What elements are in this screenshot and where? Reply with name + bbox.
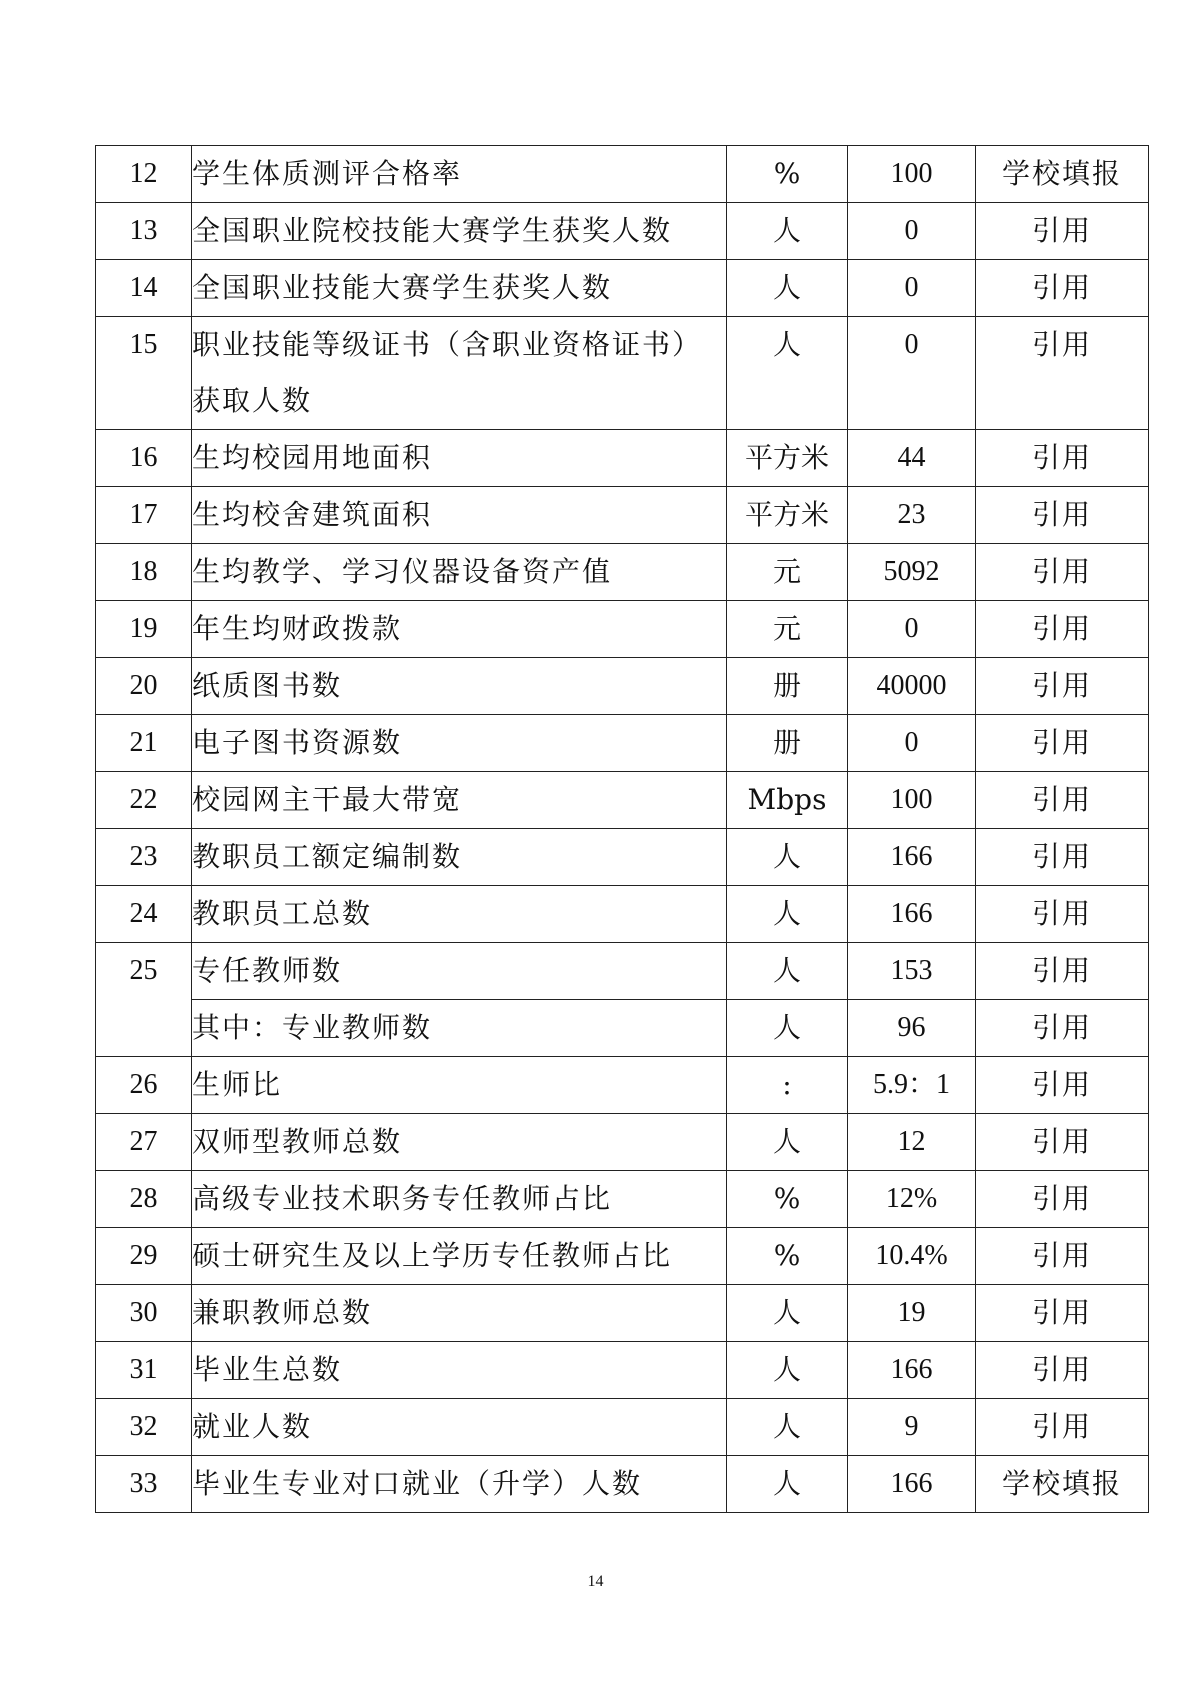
value-cell: 0 xyxy=(848,203,976,260)
value-cell: 12 xyxy=(848,1114,976,1171)
table-row xyxy=(96,487,1149,544)
value-cell: 44 xyxy=(848,430,976,487)
source-cell: 引用 xyxy=(976,430,1149,487)
indicator-name: 就业人数 xyxy=(192,1399,727,1456)
row-number: 23 xyxy=(96,829,192,886)
source-cell: 学校填报 xyxy=(976,1456,1149,1513)
table-row xyxy=(96,1171,1149,1228)
unit-cell: 人 xyxy=(727,886,848,943)
table-row xyxy=(96,1399,1149,1456)
row-number: 21 xyxy=(96,715,192,772)
table-row xyxy=(96,886,1149,943)
table-row xyxy=(96,1456,1149,1513)
source-cell: 引用 xyxy=(976,1285,1149,1342)
row-number: 29 xyxy=(96,1228,192,1285)
table-row xyxy=(96,1285,1149,1342)
unit-cell: 元 xyxy=(727,601,848,658)
indicator-name: 教职员工额定编制数 xyxy=(192,829,727,886)
table-row xyxy=(96,203,1149,260)
source-cell: 引用 xyxy=(976,601,1149,658)
row-number: 24 xyxy=(96,886,192,943)
unit-cell: 人 xyxy=(727,1456,848,1513)
table-row xyxy=(96,430,1149,487)
row-number: 27 xyxy=(96,1114,192,1171)
source-cell: 引用 xyxy=(976,886,1149,943)
value-cell: 5092 xyxy=(848,544,976,601)
indicator-name xyxy=(192,317,727,430)
unit-cell: % xyxy=(727,1171,848,1228)
table-row xyxy=(96,772,1149,829)
indicator-name: 专任教师数 xyxy=(192,943,727,1000)
value-cell: 166 xyxy=(848,1342,976,1399)
unit-cell: 平方米 xyxy=(727,430,848,487)
indicator-name: 毕业生总数 xyxy=(192,1342,727,1399)
source-cell: 引用 xyxy=(976,1228,1149,1285)
row-number: 17 xyxy=(96,487,192,544)
source-cell: 引用 xyxy=(976,715,1149,772)
table-row xyxy=(96,658,1149,715)
table-row xyxy=(96,601,1149,658)
indicator-name: 年生均财政拨款 xyxy=(192,601,727,658)
unit-cell: % xyxy=(727,1228,848,1285)
row-number: 14 xyxy=(96,260,192,317)
table-row xyxy=(96,146,1149,203)
indicator-name: 生均校舍建筑面积 xyxy=(192,487,727,544)
source-cell: 引用 xyxy=(976,1399,1149,1456)
unit-cell: 人 xyxy=(727,943,848,1000)
value-cell: 23 xyxy=(848,487,976,544)
source-cell: 引用 xyxy=(976,1057,1149,1114)
unit-cell: 平方米 xyxy=(727,487,848,544)
value-cell: 0 xyxy=(848,317,976,430)
unit-cell: 人 xyxy=(727,317,848,430)
indicator-name: 学生体质测评合格率 xyxy=(192,146,727,203)
source-cell: 引用 xyxy=(976,203,1149,260)
source-cell: 引用 xyxy=(976,487,1149,544)
value-cell: 166 xyxy=(848,886,976,943)
indicator-name-line2: 获取人数 xyxy=(192,384,313,417)
indicator-name: 生均校园用地面积 xyxy=(192,430,727,487)
indicator-name: 毕业生专业对口就业（升学）人数 xyxy=(192,1456,727,1513)
value-cell: 9 xyxy=(848,1399,976,1456)
source-cell: 引用 xyxy=(976,260,1149,317)
row-number: 28 xyxy=(96,1171,192,1228)
unit-cell: 册 xyxy=(727,715,848,772)
indicator-name: 其中：专业教师数 xyxy=(192,1000,727,1057)
value-cell: 19 xyxy=(848,1285,976,1342)
unit-cell: 册 xyxy=(727,658,848,715)
indicator-name-line1: 职业技能等级证书（含职业资格证书） xyxy=(192,328,703,361)
source-cell: 引用 xyxy=(976,1114,1149,1171)
indicator-name: 教职员工总数 xyxy=(192,886,727,943)
table-row xyxy=(96,715,1149,772)
row-number: 33 xyxy=(96,1456,192,1513)
source-cell: 引用 xyxy=(976,658,1149,715)
source-cell: 引用 xyxy=(976,1171,1149,1228)
source-cell: 引用 xyxy=(976,829,1149,886)
value-cell: 12% xyxy=(848,1171,976,1228)
indicator-name: 硕士研究生及以上学历专任教师占比 xyxy=(192,1228,727,1285)
value-cell: 5.9：1 xyxy=(848,1057,976,1114)
unit-cell: 人 xyxy=(727,1114,848,1171)
value-cell: 153 xyxy=(848,943,976,1000)
source-cell: 引用 xyxy=(976,317,1149,430)
source-cell: 引用 xyxy=(976,1342,1149,1399)
unit-cell: 人 xyxy=(727,260,848,317)
source-cell: 引用 xyxy=(976,943,1149,1000)
table-row xyxy=(96,1114,1149,1171)
row-number: 26 xyxy=(96,1057,192,1114)
value-cell: 166 xyxy=(848,1456,976,1513)
unit-cell: 人 xyxy=(727,203,848,260)
unit-cell: Mbps xyxy=(727,772,848,829)
row-number: 12 xyxy=(96,146,192,203)
row-number: 19 xyxy=(96,601,192,658)
indicator-name: 纸质图书数 xyxy=(192,658,727,715)
row-number: 32 xyxy=(96,1399,192,1456)
indicator-name: 校园网主干最大带宽 xyxy=(192,772,727,829)
source-cell: 引用 xyxy=(976,772,1149,829)
value-cell: 40000 xyxy=(848,658,976,715)
indicator-name: 生师比 xyxy=(192,1057,727,1114)
indicator-name: 电子图书资源数 xyxy=(192,715,727,772)
row-number: 31 xyxy=(96,1342,192,1399)
value-cell: 10.4% xyxy=(848,1228,976,1285)
table-row xyxy=(96,1228,1149,1285)
row-number: 18 xyxy=(96,544,192,601)
source-cell: 引用 xyxy=(976,544,1149,601)
unit-cell: 人 xyxy=(727,1000,848,1057)
row-number: 30 xyxy=(96,1285,192,1342)
indicator-name: 高级专业技术职务专任教师占比 xyxy=(192,1171,727,1228)
indicator-name: 兼职教师总数 xyxy=(192,1285,727,1342)
table-row xyxy=(96,1057,1149,1114)
source-cell: 引用 xyxy=(976,1000,1149,1057)
row-number: 15 xyxy=(96,317,192,430)
value-cell: 96 xyxy=(848,1000,976,1057)
value-cell: 100 xyxy=(848,772,976,829)
indicator-name: 生均教学、学习仪器设备资产值 xyxy=(192,544,727,601)
table-row xyxy=(96,829,1149,886)
value-cell: 0 xyxy=(848,715,976,772)
value-cell: 0 xyxy=(848,601,976,658)
row-number: 16 xyxy=(96,430,192,487)
unit-cell: 人 xyxy=(727,1399,848,1456)
table-row xyxy=(96,544,1149,601)
row-number: 13 xyxy=(96,203,192,260)
unit-cell: 人 xyxy=(727,1342,848,1399)
row-number: 22 xyxy=(96,772,192,829)
row-number: 20 xyxy=(96,658,192,715)
table-row xyxy=(96,943,1149,1000)
indicator-name: 全国职业技能大赛学生获奖人数 xyxy=(192,260,727,317)
unit-cell: 人 xyxy=(727,829,848,886)
value-cell: 0 xyxy=(848,260,976,317)
value-cell: 166 xyxy=(848,829,976,886)
indicator-name: 全国职业院校技能大赛学生获奖人数 xyxy=(192,203,727,260)
indicator-table xyxy=(95,145,1149,1513)
table-row xyxy=(96,1342,1149,1399)
unit-cell: % xyxy=(727,146,848,203)
unit-cell: 元 xyxy=(727,544,848,601)
unit-cell: 人 xyxy=(727,1285,848,1342)
table-row xyxy=(96,260,1149,317)
table-row xyxy=(96,317,1149,430)
row-number: 25 xyxy=(96,943,192,1057)
source-cell: 学校填报 xyxy=(976,146,1149,203)
indicator-name: 双师型教师总数 xyxy=(192,1114,727,1171)
unit-cell: : xyxy=(727,1057,848,1114)
page-number: 14 xyxy=(587,1573,604,1590)
table-row xyxy=(96,1000,1149,1057)
value-cell: 100 xyxy=(848,146,976,203)
